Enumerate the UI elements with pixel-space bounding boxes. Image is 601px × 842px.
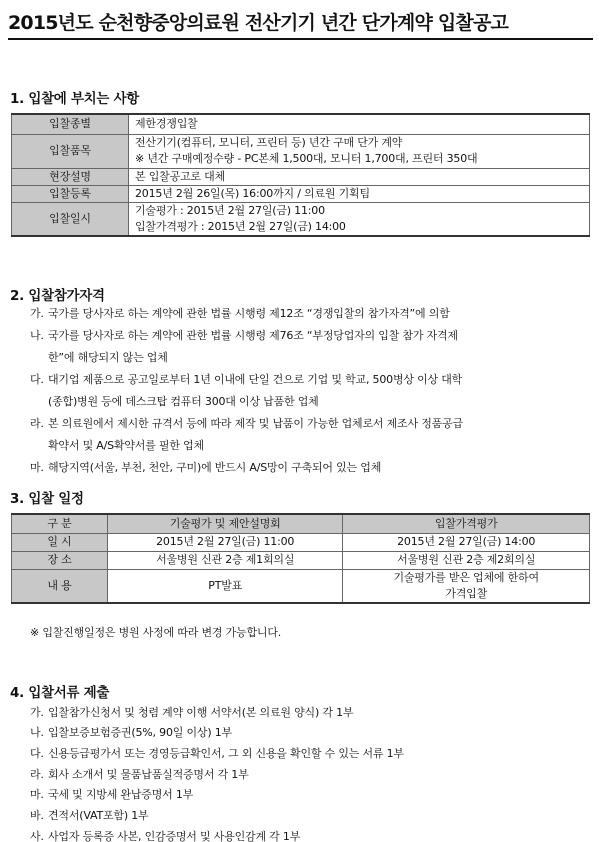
list-marker: 나. bbox=[30, 329, 44, 342]
table-cell: 서울병원 신관 2층 제1회의실 bbox=[108, 551, 343, 569]
table-cell: 서울병원 신관 2층 제2회의실 bbox=[343, 551, 590, 569]
section1-heading: 1. 입찰에 부치는 사항 bbox=[10, 91, 140, 107]
list-item-text: 국세 및 지방세 완납증명서 1부 bbox=[48, 788, 194, 801]
table-row bbox=[12, 134, 590, 168]
list-item bbox=[30, 371, 462, 387]
list-item-continuation: 확약서 및 A/S확약서를 필한 업체 bbox=[48, 439, 204, 452]
table-cell: 2015년 2월 27일(금) 14:00 bbox=[343, 533, 590, 551]
list-marker: 마. bbox=[30, 461, 44, 474]
table-cell: 2015년 2월 27일(금) 11:00 bbox=[108, 533, 343, 551]
row-value-bid-type: 제한경쟁입찰 bbox=[129, 114, 590, 134]
list-item bbox=[30, 786, 193, 802]
row-label-datetime: 일 시 bbox=[12, 533, 108, 551]
section3-heading: 3. 입찰 일정 bbox=[10, 491, 84, 507]
table-row bbox=[12, 114, 590, 134]
list-item bbox=[30, 828, 300, 842]
list-marker: 나. bbox=[30, 726, 44, 739]
list-marker: 라. bbox=[30, 417, 44, 430]
list-item bbox=[30, 745, 404, 761]
table-cell-line: 기술평가를 받은 업체에 한하여 bbox=[393, 570, 539, 584]
list-marker: 가. bbox=[30, 706, 44, 719]
table-cell bbox=[343, 569, 590, 603]
list-marker: 가. bbox=[30, 307, 44, 320]
table-header-row bbox=[12, 514, 590, 533]
column-header-category: 구 분 bbox=[12, 514, 108, 533]
table-row bbox=[12, 185, 590, 202]
row-label-bid-datetime: 입찰일시 bbox=[12, 202, 129, 236]
row-label-content: 내 용 bbox=[12, 569, 108, 603]
list-item-text: 신용등급평가서 또는 경영등급확인서, 그 외 신용을 확인할 수 있는 서류 1부 bbox=[48, 747, 404, 760]
list-item bbox=[30, 766, 249, 782]
list-item-text: 국가를 당사자로 하는 계약에 관한 법률 시행령 제12조 “경쟁입찰의 참가자격”에 의함 bbox=[48, 307, 450, 320]
table-row bbox=[12, 202, 590, 236]
list-item-text: 입찰참가신청서 및 청렴 계약 이행 서약서(본 의료원 양식) 각 1부 bbox=[48, 706, 354, 719]
table-row bbox=[12, 168, 590, 185]
bid-items-line: 전산기기(컴퓨터, 모니터, 프린터 등) 년간 구매 단가 계약 bbox=[135, 136, 403, 149]
list-item bbox=[30, 724, 232, 740]
list-item-text: 해당지역(서울, 부천, 천안, 구미)에 반드시 A/S망이 구축되어 있는 업체 bbox=[48, 461, 382, 474]
row-value-bid-items bbox=[129, 134, 590, 168]
tech-eval-datetime: 기술평가 : 2015년 2월 27일(금) 11:00 bbox=[135, 203, 325, 217]
row-value-site-briefing: 본 입찰공고로 대체 bbox=[129, 168, 590, 185]
column-header-price-eval: 입찰가격평가 bbox=[343, 514, 590, 533]
list-item bbox=[30, 704, 353, 720]
row-label-location: 장 소 bbox=[12, 551, 108, 569]
list-item-continuation: 한”에 해당되지 않는 업체 bbox=[48, 351, 168, 364]
bid-overview-table bbox=[11, 113, 590, 237]
column-header-tech-eval: 기술평가 및 제안설명회 bbox=[108, 514, 343, 533]
table-row bbox=[12, 569, 590, 603]
row-value-bid-datetime bbox=[129, 202, 590, 236]
schedule-note: ※ 입찰진행일정은 병원 사정에 따라 변경 가능합니다. bbox=[30, 626, 282, 639]
list-item bbox=[30, 305, 450, 321]
list-item-continuation: (종합)병원 등에 데스크탑 컴퓨터 300대 이상 납품한 업체 bbox=[48, 395, 319, 408]
list-item-text: 국가를 당사자로 하는 계약에 관한 법률 시행령 제76조 “부정당업자의 입찰 참가 자격제 bbox=[48, 329, 458, 342]
list-marker: 다. bbox=[30, 373, 44, 386]
section4-heading: 4. 입찰서류 제출 bbox=[10, 685, 110, 701]
list-item-text: 대기업 제품으로 공고일로부터 1년 이내에 단일 건으로 기업 및 학교, 500병상 이상 대학 bbox=[48, 373, 463, 386]
list-item-text: 입찰보증보험증권(5%, 90일 이상) 1부 bbox=[48, 726, 232, 739]
section2-heading: 2. 입찰참가자격 bbox=[10, 288, 105, 304]
list-marker: 사. bbox=[30, 830, 44, 842]
row-value-registration: 2015년 2월 26일(목) 16:00까지 / 의료원 기획팀 bbox=[129, 185, 590, 202]
table-row bbox=[12, 533, 590, 551]
row-label-registration: 입찰등록 bbox=[12, 185, 129, 202]
list-marker: 다. bbox=[30, 747, 44, 760]
table-cell: PT발표 bbox=[108, 569, 343, 603]
row-label-bid-type: 입찰종별 bbox=[12, 114, 129, 134]
table-cell-line: 가격입찰 bbox=[445, 586, 488, 600]
row-label-bid-items: 입찰품목 bbox=[12, 134, 129, 168]
list-marker: 마. bbox=[30, 788, 44, 801]
list-item-text: 회사 소개서 및 물품납품실적증명서 각 1부 bbox=[48, 768, 249, 781]
list-item bbox=[30, 459, 381, 475]
list-item-text: 견적서(VAT포함) 1부 bbox=[48, 809, 149, 822]
page-title: 2015년도 순천향중앙의료원 전산기기 년간 단가계약 입찰공고 bbox=[8, 12, 509, 34]
list-item bbox=[30, 327, 458, 343]
list-item bbox=[30, 415, 463, 431]
bid-items-note: ※ 년간 구매예정수량 - PC본체 1,500대, 모니터 1,700대, 프린터 350대 bbox=[135, 152, 478, 165]
list-marker: 바. bbox=[30, 809, 44, 822]
list-item-text: 본 의료원에서 제시한 규격서 등에 따라 제작 및 납품이 가능한 업체로서 제조사 정품공급 bbox=[48, 417, 463, 430]
title-underline bbox=[8, 38, 593, 40]
price-eval-datetime: 입찰가격평가 : 2015년 2월 27일(금) 14:00 bbox=[135, 219, 346, 233]
list-item bbox=[30, 807, 148, 823]
list-marker: 라. bbox=[30, 768, 44, 781]
row-label-site-briefing: 현장설명 bbox=[12, 168, 129, 185]
table-row bbox=[12, 551, 590, 569]
schedule-table bbox=[11, 513, 590, 604]
list-item-text: 사업자 등록증 사본, 인감증명서 및 사용인감계 각 1부 bbox=[48, 830, 301, 842]
